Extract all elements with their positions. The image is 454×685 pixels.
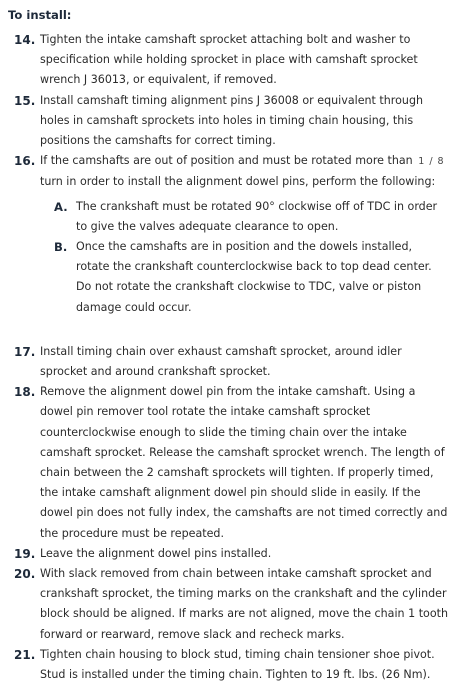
substep-item — [40, 237, 448, 318]
step-item — [8, 151, 448, 318]
step-text-after: turn in order to install the alignment dowel pins, perform the following: — [40, 175, 436, 189]
step-number: 16. — [14, 154, 36, 169]
step-text: Remove the alignment dowel pin from the intake camshaft. Using a dowel pin remover tool rotate the intake camshaft sprocket counterclockwise enough to slide the timing chain over the intake camshaft sprocket. Release the camshaft sprocket wrench. The length of chain between the 2 camshaft sprockets will tighten. If properly timed, the intake camshaft alignment dowel pin should slide in easily. If the dowel pin does not fully index, the camshafts are not timed correctly and the procedure must be repeated. — [40, 385, 448, 540]
step-item — [8, 91, 448, 152]
fraction-text: 1 / 8 — [418, 156, 445, 168]
step-text: Install timing chain over exhaust camshaft sprocket, around idler sprocket and around crankshaft sprocket. — [40, 344, 402, 379]
step-number: 15. — [14, 93, 36, 108]
section-heading: To install: — [8, 8, 72, 22]
substep-letter: A. — [54, 199, 68, 214]
step-item — [8, 30, 448, 91]
substep-text: Once the camshafts are in position and the dowels installed, rotate the crankshaft counterclockwise back to top dead center. Do not rotate the crankshaft clockwise to TDC, valve or piston damage could occur. — [76, 240, 432, 314]
substep-item — [40, 197, 448, 237]
step-item — [8, 544, 448, 564]
step-number: 14. — [14, 33, 36, 47]
step-text: Install camshaft timing alignment pins J 36008 or equivalent through holes in camshaft sprockets into holes in timing chain housing, this positions the camshafts for correct timing. — [40, 93, 424, 148]
substep-text: The crankshaft must be rotated 90° clockwise off of TDC in order to give the valves adequate clearance to open. — [76, 199, 438, 233]
step-text — [40, 151, 448, 192]
step-item — [8, 382, 448, 544]
step-number: 21. — [14, 647, 36, 662]
step-number: 20. — [14, 567, 36, 582]
substep-letter: B. — [54, 240, 68, 255]
substeps-list — [40, 197, 448, 318]
step-item — [8, 342, 448, 382]
step-item — [8, 645, 448, 685]
step-number: 17. — [14, 344, 36, 359]
step-text: Tighten chain housing to block stud, timing chain tensioner shoe pivot. Stud is installed under the timing chain. Tighten to 19 ft. lbs. (26 Nm). — [40, 647, 435, 682]
section-spacer — [8, 318, 448, 342]
step-text-before: If the camshafts are out of position and must be rotated more than — [40, 154, 413, 168]
step-text: Tighten the intake camshaft sprocket attaching bolt and washer to specification while holding sprocket in place with camshaft sprocket wrench J 36013, or equivalent, if removed. — [40, 33, 418, 87]
step-text: With slack removed from chain between intake camshaft sprocket and crankshaft sprocket, the timing marks on the crankshaft and the cylinder block should be aligned. If marks are not aligned, move the chain 1 tooth forward or rearward, remove slack and recheck marks. — [40, 567, 449, 641]
steps-list — [8, 30, 448, 685]
step-number: 19. — [14, 546, 36, 561]
step-text: Leave the alignment dowel pins installed. — [40, 546, 272, 560]
step-number: 18. — [14, 385, 36, 400]
step-item — [8, 564, 448, 645]
